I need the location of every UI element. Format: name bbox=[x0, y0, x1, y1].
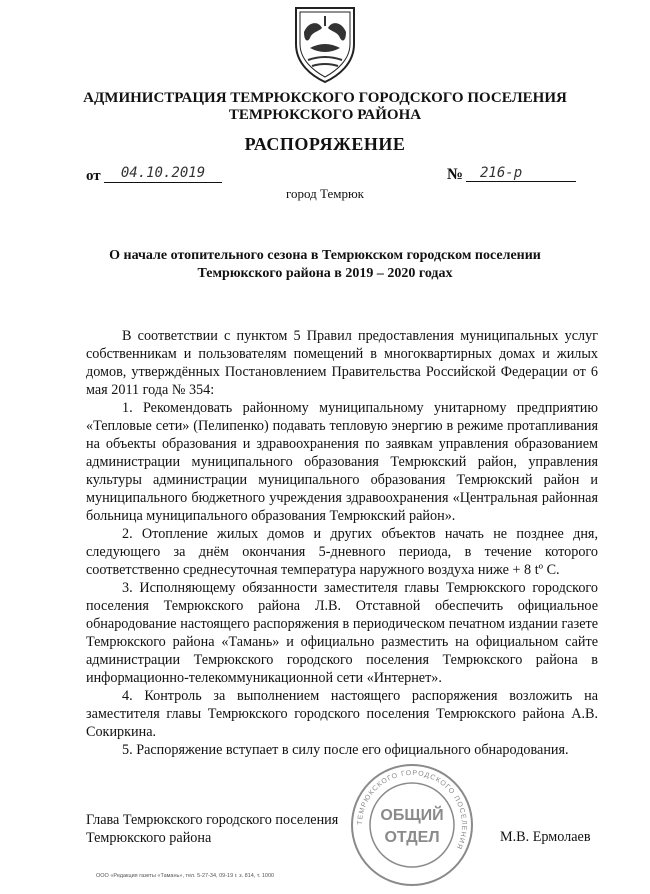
document-subject bbox=[70, 247, 580, 283]
subject-line-1: О начале отопительного сезона в Темрюкском городском поселении bbox=[109, 248, 541, 263]
org-line-2: ТЕМРЮКСКОГО РАЙОНА bbox=[228, 107, 422, 123]
stamp-line-2: ОТДЕЛ bbox=[384, 829, 440, 846]
signatory-title-line-1: Глава Темрюкского городского поселения bbox=[86, 812, 339, 828]
city: город Темрюк bbox=[286, 186, 364, 201]
org-line-1: АДМИНИСТРАЦИЯ ТЕМРЮКСКОГО ГОРОДСКОГО ПОСЕЛЕНИЯ bbox=[83, 90, 567, 106]
stamp-ring-text: ТЕМРЮКСКОГО ГОРОДСКОГО ПОСЕЛЕНИЯ bbox=[356, 769, 468, 851]
number-label: № bbox=[447, 166, 464, 183]
signatory-title bbox=[86, 811, 338, 847]
item-4-paragraph: 4. Контроль за выполнением настоящего распоряжения возложить на заместителя главы Темрюкского городского поселения Темрюкского района А.В. Сокиркина. bbox=[86, 688, 598, 740]
preamble-paragraph: В соответствии с пунктом 5 Правил предоставления муниципальных услуг собственникам и пользователям помещений в многоквартирных домах и жилых домов, утверждённых Постановлением Правительства Российской Федерации от 6 мая 2011 года № 354: bbox=[86, 328, 598, 398]
coat-of-arms-icon bbox=[290, 2, 360, 84]
date-label: от bbox=[86, 168, 101, 184]
print-imprint: ООО «Редакция газеты «Тамань», тел. 5-27-34, 09-19 г. з. 814, т. 1000 bbox=[96, 873, 275, 879]
stamp-line-1: ОБЩИЙ bbox=[380, 807, 444, 824]
signatory-title-line-2: Темрюкского района bbox=[86, 830, 212, 846]
item-2-paragraph: 2. Отопление жилых домов и других объектов начать не позднее дня, следующего за днём окончания 5-дневного периода, в течение которого соответственно среднесуточная температура наружного воздуха ниже + 8 tº С. bbox=[86, 526, 598, 578]
item-1-paragraph: 1. Рекомендовать районному муниципальному унитарному предприятию «Тепловые сети» (Пелипенко) подавать тепловую энергию в режиме протапливания на объекты образования и здравоохранения по заявкам управления образованием администрации муниципального образования Темрюкский район, управления культуры администрации муниципального образования Темрюкский район и муниципального бюджетного учреждения здравоохранения «Центральная районная больница муниципального образования Темрюкский район». bbox=[86, 400, 598, 524]
signatory-name: М.В. Ермолаев bbox=[500, 829, 591, 845]
document-number: 216-р bbox=[466, 164, 576, 182]
item-5-paragraph: 5. Распоряжение вступает в силу после его официального обнародования. bbox=[122, 742, 569, 758]
official-stamp bbox=[347, 760, 477, 890]
organization-name bbox=[40, 90, 610, 124]
document-type: РАСПОРЯЖЕНИЕ bbox=[244, 134, 406, 154]
subject-line-2: Темрюкского района в 2019 – 2020 годах bbox=[197, 266, 453, 281]
document-body bbox=[86, 327, 598, 759]
item-3-paragraph: 3. Исполняющему обязанности заместителя главы Темрюкского городского поселения Темрюкского района Л.В. Отставной обеспечить официальное обнародование настоящего распоряжения в периодическом печатном издании газете Темрюкского района «Тамань» и официально разместить на официальном сайте администрации Темрюкского городского поселения Темрюкского района в информационно-телекоммуникационной сети «Интернет». bbox=[86, 580, 598, 686]
document-date: 04.10.2019 bbox=[104, 164, 222, 183]
